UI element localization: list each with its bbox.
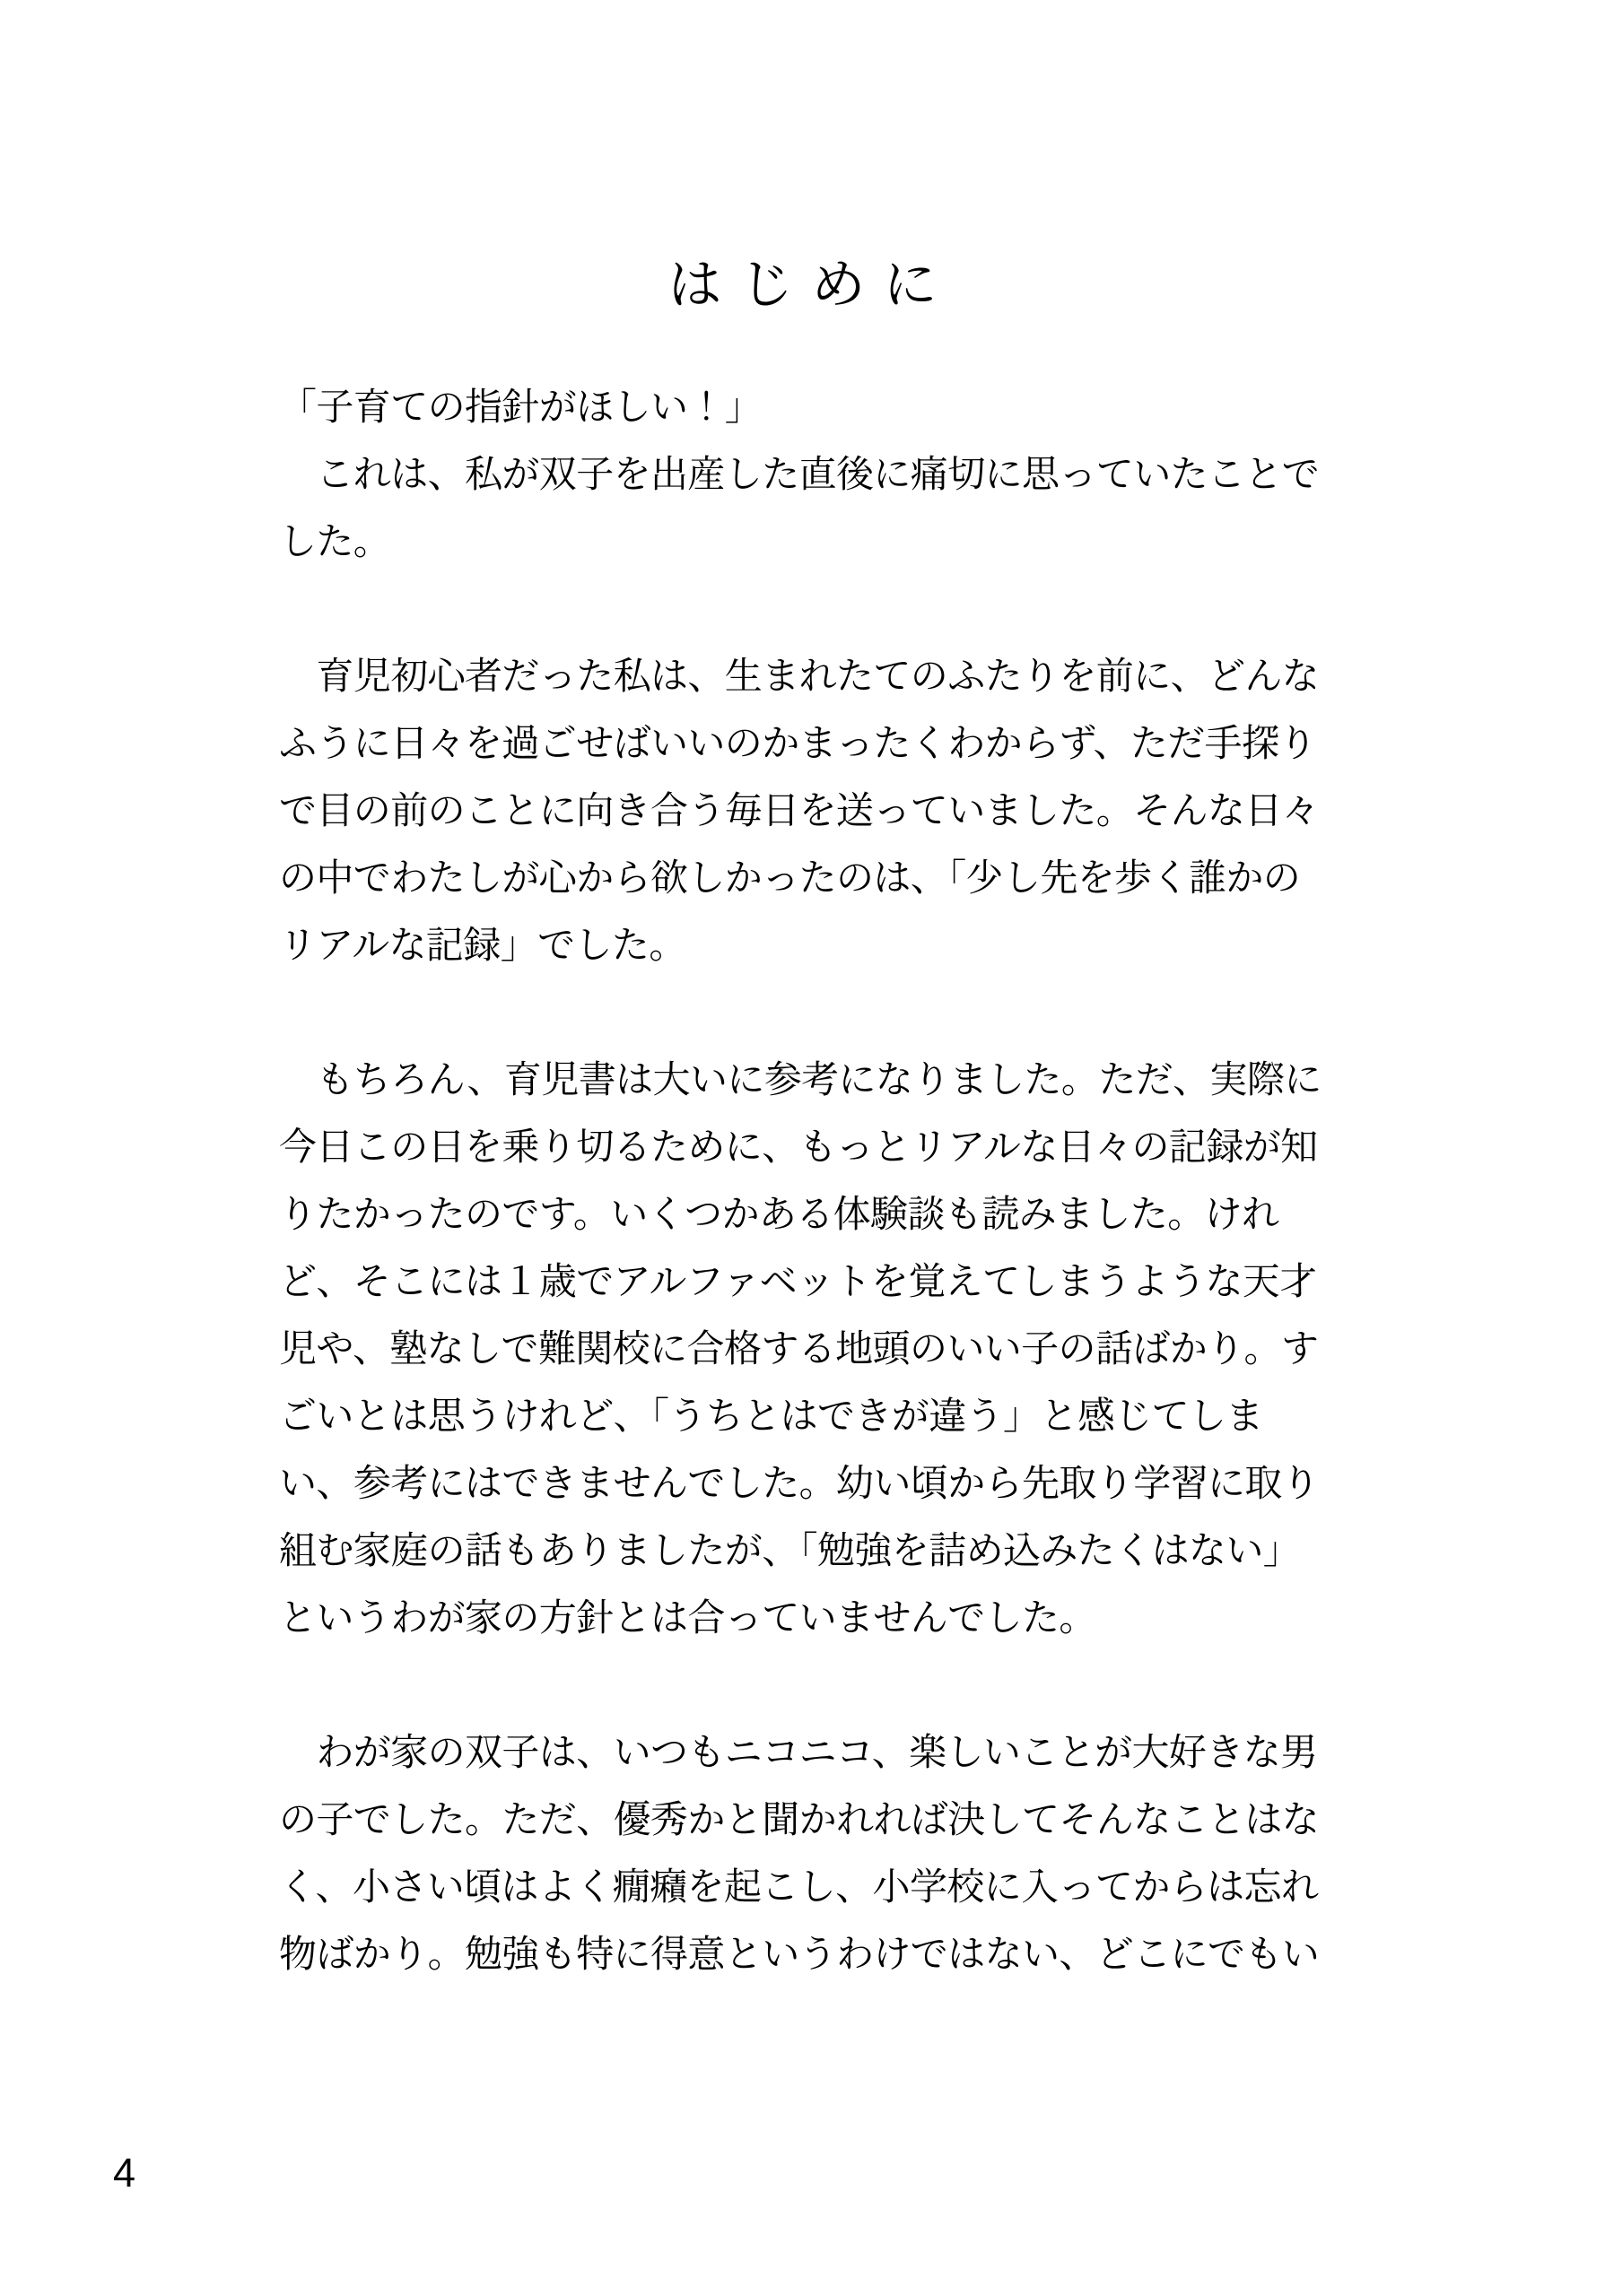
text-line: もちろん、育児書は大いに参考になりました。ただ、実際に xyxy=(279,1058,1322,1100)
text-line: これは、私が双子を出産した直後に痛切に思っていたことで xyxy=(279,453,1320,495)
text-line: 育児初心者だった私は、生まれたてのふたりを前に、どんな xyxy=(279,655,1320,697)
text-line: 児や、塾なしで難関校に合格する地頭のいい子の話ばかり。す xyxy=(279,1327,1319,1370)
text-line: 物ばかり。勉強も特に得意というわけではない、どこにでもい xyxy=(279,1933,1320,1975)
paragraph xyxy=(279,642,1333,978)
text-line: の子でした。ただ、優秀かと聞かれれば決してそんなことはな xyxy=(279,1798,1320,1840)
text-line: 今日この日を乗り切るために、もっとリアルな日々の記録が知 xyxy=(279,1126,1318,1168)
text-line: わが家の双子は、いつもニコニコ、楽しいことが大好きな男 xyxy=(279,1731,1318,1773)
text-line: りたかったのです。いくつかある体験談も読みました。けれ xyxy=(279,1193,1279,1235)
paragraph xyxy=(279,1718,1333,1987)
text-line: ごいとは思うけれど、「うちとはできが違う」と感じてしま xyxy=(279,1395,1263,1437)
text-line: リアルな記録」でした。 xyxy=(279,924,686,966)
page-title: はじめに xyxy=(667,255,955,315)
page-number: 4 xyxy=(113,2150,136,2196)
text-line: の中でわたしが心から欲しかったのは、「少し先を歩く誰かの xyxy=(279,857,1301,899)
paragraph xyxy=(279,1046,1333,1651)
text-line: で目の前のことに向き合う毎日を送っていました。そんな日々 xyxy=(279,789,1320,831)
text-line: した。 xyxy=(279,520,391,562)
text-line: ふうに日々を過ごせばいいのかまったくわからず、ただ手探り xyxy=(279,722,1316,764)
paragraph xyxy=(279,373,1333,575)
text-line: ど、そこには１歳でアルファベットを覚えてしまうような天才 xyxy=(279,1260,1317,1302)
text-line: い、参考にはできませんでした。幼い頃から先取り学習に取り xyxy=(279,1462,1320,1504)
text-line: 「子育ての指針がほしい！」 xyxy=(279,386,763,428)
text-line: というわが家の方針とは合っていませんでした。 xyxy=(279,1596,1096,1639)
text-line: 組む家庭の話もありましたが、「勉強を詰め込みたくはない」 xyxy=(279,1529,1301,1571)
body-text xyxy=(279,373,1333,2055)
text-line: く、小さい頃はよく癇癪を起こし、小学校に入ってからは忘れ xyxy=(279,1866,1319,1908)
